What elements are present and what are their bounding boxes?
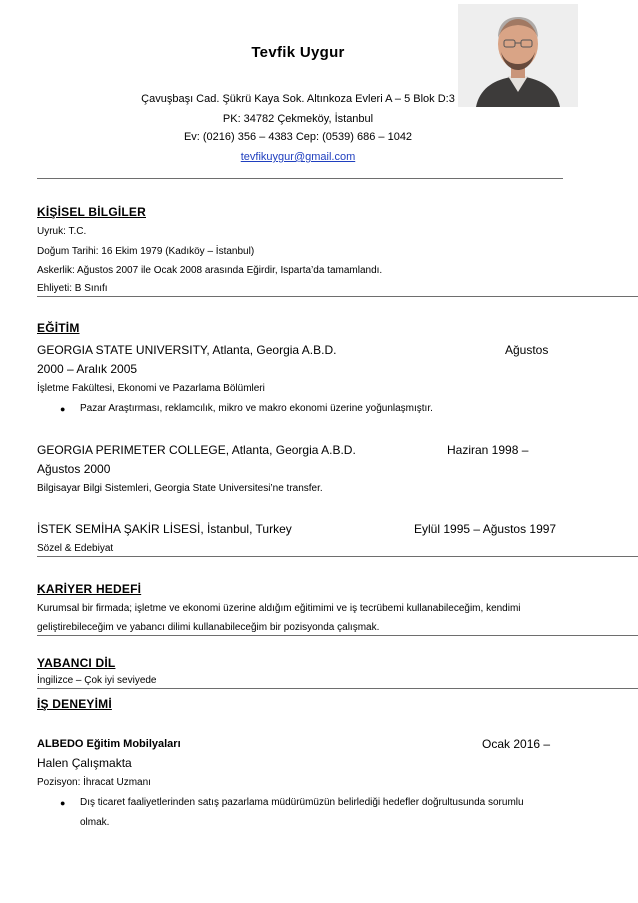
- personal-heading: KİŞİSEL BİLGİLER: [37, 205, 146, 219]
- school-name: İSTEK SEMİHA ŞAKİR LİSESİ, İstanbul, Turkey: [37, 522, 292, 536]
- portrait-photo: [458, 4, 578, 107]
- school-name: GEORGIA PERIMETER COLLEGE, Atlanta, Georgia A.B.D.: [37, 443, 356, 457]
- bullet-icon: ●: [60, 798, 66, 808]
- portrait-photo-icon: [458, 4, 578, 107]
- school-date-end: 2000 – Aralık 2005: [37, 362, 138, 376]
- company-name: ALBEDO Eğitim Mobilyaları: [37, 738, 181, 750]
- career-heading: KARİYER HEDEFİ: [37, 582, 142, 596]
- section-divider: [37, 635, 638, 636]
- school-date: Eylül 1995 – Ağustos 1997: [414, 522, 557, 536]
- military-text: Askerlik: Ağustos 2007 ile Ocak 2008 arasında Eğirdir, Isparta’da tamamlandı.: [37, 265, 383, 276]
- license-text: Ehliyeti: B Sınıfı: [37, 283, 108, 294]
- bullet-icon: ●: [60, 404, 66, 414]
- section-divider: [37, 688, 638, 689]
- email-link[interactable]: tevfikuygur@gmail.com: [240, 151, 356, 163]
- school-date-start: Haziran 1998 –: [447, 443, 529, 457]
- bullet-text: Pazar Araştırması, reklamcılık, mikro ve makro ekonomi üzerine yoğunlaşmıştır.: [80, 403, 433, 414]
- job-position: Pozisyon: İhracat Uzmanı: [37, 777, 151, 788]
- school-date-end: Ağustos 2000: [37, 462, 111, 476]
- school-date-start: Ağustos: [505, 343, 549, 357]
- address-line: Çavuşbaşı Cad. Şükrü Kaya Sok. Altınkoza Evleri A – 5 Blok D:3: [141, 93, 455, 105]
- language-text: İngilizce – Çok iyi seviyede: [37, 675, 157, 686]
- header-divider: [37, 178, 563, 179]
- school-name: GEORGIA STATE UNIVERSITY, Atlanta, Georgia A.B.D.: [37, 343, 337, 357]
- language-heading: YABANCI DİL: [37, 656, 116, 670]
- career-text: Kurumsal bir firmada; işletme ve ekonomi üzerine aldığım eğitimimi ve iş tecrübemi kullanabileceğim, kendimi: [37, 603, 521, 614]
- cv-name: Tevfik Uygur: [251, 44, 345, 61]
- education-heading: EĞİTİM: [37, 321, 80, 335]
- job-date-end: Halen Çalışmakta: [37, 756, 132, 770]
- bullet-text: Dış ticaret faaliyetlerinden satış pazarlama müdürümüzün belirlediği hedefler doğrultusunda sorumlu: [80, 797, 524, 808]
- section-divider: [37, 556, 638, 557]
- phone-line: Ev: (0216) 356 – 4383 Cep: (0539) 686 – 1042: [183, 131, 413, 143]
- school-detail: Bilgisayar Bilgi Sistemleri, Georgia State Universitesi’ne transfer.: [37, 483, 323, 494]
- birth-text: Doğum Tarihi: 16 Ekim 1979 (Kadıköy – İstanbul): [37, 246, 255, 257]
- bullet-text: olmak.: [80, 817, 110, 828]
- nationality-text: Uyruk: T.C.: [37, 226, 87, 237]
- school-detail: Sözel & Edebiyat: [37, 543, 114, 554]
- postal-line: PK: 34782 Çekmeköy, İstanbul: [222, 113, 374, 125]
- job-date-start: Ocak 2016 –: [482, 737, 551, 751]
- section-divider: [37, 296, 638, 297]
- experience-heading: İŞ DENEYİMİ: [37, 697, 112, 711]
- school-detail: İşletme Fakültesi, Ekonomi ve Pazarlama Bölümleri: [37, 383, 265, 394]
- career-text: geliştirebileceğim ve yabancı dilimi kullanabileceğim bir pozisyonda çalışmak.: [37, 622, 380, 633]
